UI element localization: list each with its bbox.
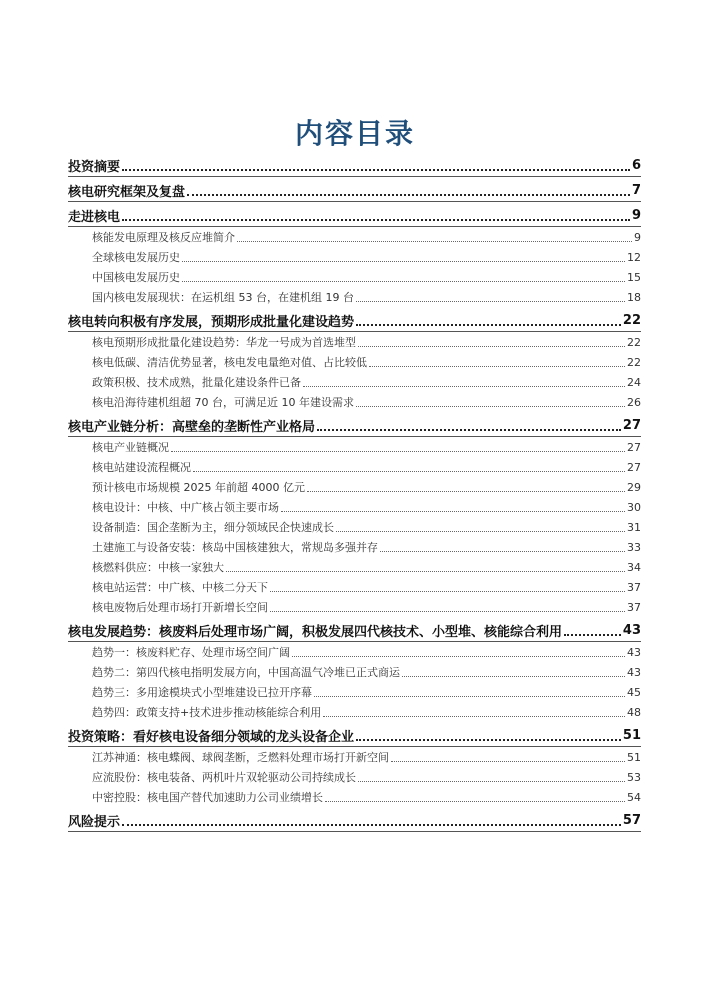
toc-subentry-label: 核电站运营：中广核、中核二分天下 (92, 581, 268, 594)
toc-subentry-page: 24 (627, 375, 641, 389)
toc-subentry-page: 51 (627, 750, 641, 764)
toc-entry[interactable] (68, 154, 641, 177)
toc-subentry[interactable] (68, 437, 641, 457)
toc-subentry-page: 43 (627, 665, 641, 679)
toc-subentry-label: 预计核电市场规模 2025 年前超 4000 亿元 (92, 481, 305, 494)
toc-entry-label: 投资策略：看好核电设备细分领域的龙头设备企业 (68, 729, 355, 745)
toc-subentry-label: 核电预期形成批量化建设趋势：华龙一号成为首选堆型 (92, 336, 356, 349)
toc-entry[interactable] (68, 414, 641, 437)
toc-subentry-page: 33 (627, 540, 641, 554)
leader-dots (122, 824, 621, 826)
leader-dots (226, 571, 625, 572)
toc-subentry-page: 54 (627, 790, 641, 804)
leader-dots (402, 676, 625, 677)
leader-dots (358, 346, 625, 347)
toc-subentry-page: 9 (634, 230, 641, 244)
toc-subentry-page: 37 (627, 580, 641, 594)
toc-entry[interactable] (68, 619, 641, 642)
leader-dots (292, 656, 625, 657)
toc-entry[interactable] (68, 204, 641, 227)
toc-subentry[interactable] (68, 477, 641, 497)
toc-entry-page: 57 (622, 812, 641, 828)
toc-subentry-page: 12 (627, 250, 641, 264)
leader-dots (358, 781, 625, 782)
toc-subentry-label: 核电低碳、清洁优势显著，核电发电量绝对值、占比较低 (92, 356, 367, 369)
leader-dots (187, 194, 630, 196)
toc-subentry-page: 27 (627, 440, 641, 454)
toc-entry-page: 7 (631, 182, 641, 198)
toc-entry-label: 走进核电 (68, 209, 121, 225)
leader-dots (356, 406, 625, 407)
leader-dots (171, 451, 625, 452)
toc-subentry-page: 27 (627, 460, 641, 474)
toc-subentry-label: 趋势二：第四代核电指明发展方向，中国高温气冷堆已正式商运 (92, 666, 400, 679)
toc-entry-page: 9 (631, 207, 641, 223)
page-title: 内容目录 (294, 117, 415, 150)
toc-subentry[interactable] (68, 332, 641, 352)
toc-subentry-label: 应流股份：核电装备、两机叶片双轮驱动公司持续成长 (92, 771, 356, 784)
toc-subentry-label: 核电产业链概况 (92, 441, 169, 454)
toc-subentry[interactable] (68, 682, 641, 702)
toc-subentry[interactable] (68, 497, 641, 517)
toc-subentry[interactable] (68, 767, 641, 787)
leader-dots (336, 531, 625, 532)
toc-subentry-page: 48 (627, 705, 641, 719)
toc-subentry-page: 15 (627, 270, 641, 284)
toc-subentry-label: 趋势四：政策支持+技术进步推动核能综合利用 (92, 706, 322, 719)
leader-dots (380, 551, 625, 552)
toc-subentry-label: 趋势三：多用途模块式小型堆建设已拉开序幕 (92, 686, 312, 699)
leader-dots (325, 801, 625, 802)
toc-subentry-label: 核电废物后处理市场打开新增长空间 (92, 601, 268, 614)
leader-dots (356, 324, 621, 326)
toc-subentry-page: 22 (627, 355, 641, 369)
toc-entry-label: 投资摘要 (68, 159, 121, 175)
toc-entry-label: 核电发展趋势：核废料后处理市场广阔，积极发展四代核技术、小型堆、核能综合利用 (68, 624, 563, 640)
toc-subentry[interactable] (68, 577, 641, 597)
toc-subentry[interactable] (68, 557, 641, 577)
leader-dots (317, 429, 621, 431)
toc-subentry-page: 18 (627, 290, 641, 304)
toc-entry[interactable] (68, 179, 641, 202)
toc-subentry-label: 核电沿海待建机组超 70 台，可满足近 10 年建设需求 (92, 396, 354, 409)
toc-subentry-page: 34 (627, 560, 641, 574)
toc-subentry-page: 30 (627, 500, 641, 514)
toc-subentry-page: 22 (627, 335, 641, 349)
toc-subentry-label: 核电站建设流程概况 (92, 461, 191, 474)
toc-subentry[interactable] (68, 702, 641, 722)
toc-entry-label: 核电研究框架及复盘 (68, 184, 186, 200)
toc-subentry[interactable] (68, 247, 641, 267)
toc-subentry-label: 中国核电发展历史 (92, 271, 180, 284)
toc-entry-page: 27 (622, 417, 641, 433)
toc-subentry-page: 29 (627, 480, 641, 494)
toc-subentry-label: 核燃料供应：中核一家独大 (92, 561, 224, 574)
leader-dots (356, 301, 625, 302)
toc-subentry-label: 趋势一：核废料贮存、处理市场空间广阔 (92, 646, 290, 659)
toc-subentry-label: 核电设计：中核、中广核占领主要市场 (92, 501, 279, 514)
toc-subentry[interactable] (68, 537, 641, 557)
table-of-contents (68, 154, 641, 832)
toc-subentry[interactable] (68, 392, 641, 412)
toc-entry-page: 43 (622, 622, 641, 638)
toc-subentry-label: 江苏神通：核电蝶阀、球阀垄断，乏燃料处理市场打开新空间 (92, 751, 389, 764)
toc-subentry-page: 26 (627, 395, 641, 409)
toc-entry[interactable] (68, 724, 641, 747)
leader-dots (323, 716, 625, 717)
leader-dots (564, 634, 621, 636)
toc-entry[interactable] (68, 809, 641, 832)
toc-subentry-label: 设备制造：国企垄断为主，细分领域民企快速成长 (92, 521, 334, 534)
leader-dots (281, 511, 625, 512)
leader-dots (122, 169, 630, 171)
toc-subentry-label: 全球核电发展历史 (92, 251, 180, 264)
toc-entry-label: 核电产业链分析：高壁垒的垄断性产业格局 (68, 419, 316, 435)
leader-dots (270, 611, 625, 612)
toc-subentry[interactable] (68, 597, 641, 617)
toc-subentry-label: 政策积极、技术成熟，批量化建设条件已备 (92, 376, 301, 389)
toc-entry-page: 51 (622, 727, 641, 743)
toc-subentry[interactable] (68, 457, 641, 477)
toc-subentry-label: 核能发电原理及核反应堆简介 (92, 231, 235, 244)
leader-dots (303, 386, 625, 387)
leader-dots (270, 591, 625, 592)
toc-subentry-label: 中密控股：核电国产替代加速助力公司业绩增长 (92, 791, 323, 804)
toc-subentry[interactable] (68, 517, 641, 537)
leader-dots (369, 366, 625, 367)
toc-subentry[interactable] (68, 227, 641, 247)
toc-subentry-page: 53 (627, 770, 641, 784)
toc-subentry-page: 37 (627, 600, 641, 614)
toc-entry-page: 22 (622, 312, 641, 328)
leader-dots (182, 281, 625, 282)
leader-dots (237, 241, 632, 242)
leader-dots (314, 696, 625, 697)
toc-subentry-page: 45 (627, 685, 641, 699)
toc-entry[interactable] (68, 309, 641, 332)
toc-subentry[interactable] (68, 372, 641, 392)
toc-subentry-page: 31 (627, 520, 641, 534)
toc-entry-label: 核电转向积极有序发展，预期形成批量化建设趋势 (68, 314, 355, 330)
toc-entry-page: 6 (631, 157, 641, 173)
toc-subentry[interactable] (68, 662, 641, 682)
toc-subentry-page: 43 (627, 645, 641, 659)
toc-subentry[interactable] (68, 352, 641, 372)
toc-subentry[interactable] (68, 267, 641, 287)
leader-dots (356, 739, 621, 741)
toc-subentry[interactable] (68, 642, 641, 662)
leader-dots (182, 261, 625, 262)
leader-dots (193, 471, 625, 472)
leader-dots (391, 761, 625, 762)
toc-subentry[interactable] (68, 287, 641, 307)
toc-subentry-label: 国内核电发展现状：在运机组 53 台，在建机组 19 台 (92, 291, 354, 304)
toc-subentry[interactable] (68, 747, 641, 767)
toc-subentry[interactable] (68, 787, 641, 807)
toc-subentry-label: 土建施工与设备安装：核岛中国核建独大，常规岛多强并存 (92, 541, 378, 554)
toc-entry-label: 风险提示 (68, 814, 121, 830)
leader-dots (122, 219, 630, 221)
leader-dots (307, 491, 625, 492)
